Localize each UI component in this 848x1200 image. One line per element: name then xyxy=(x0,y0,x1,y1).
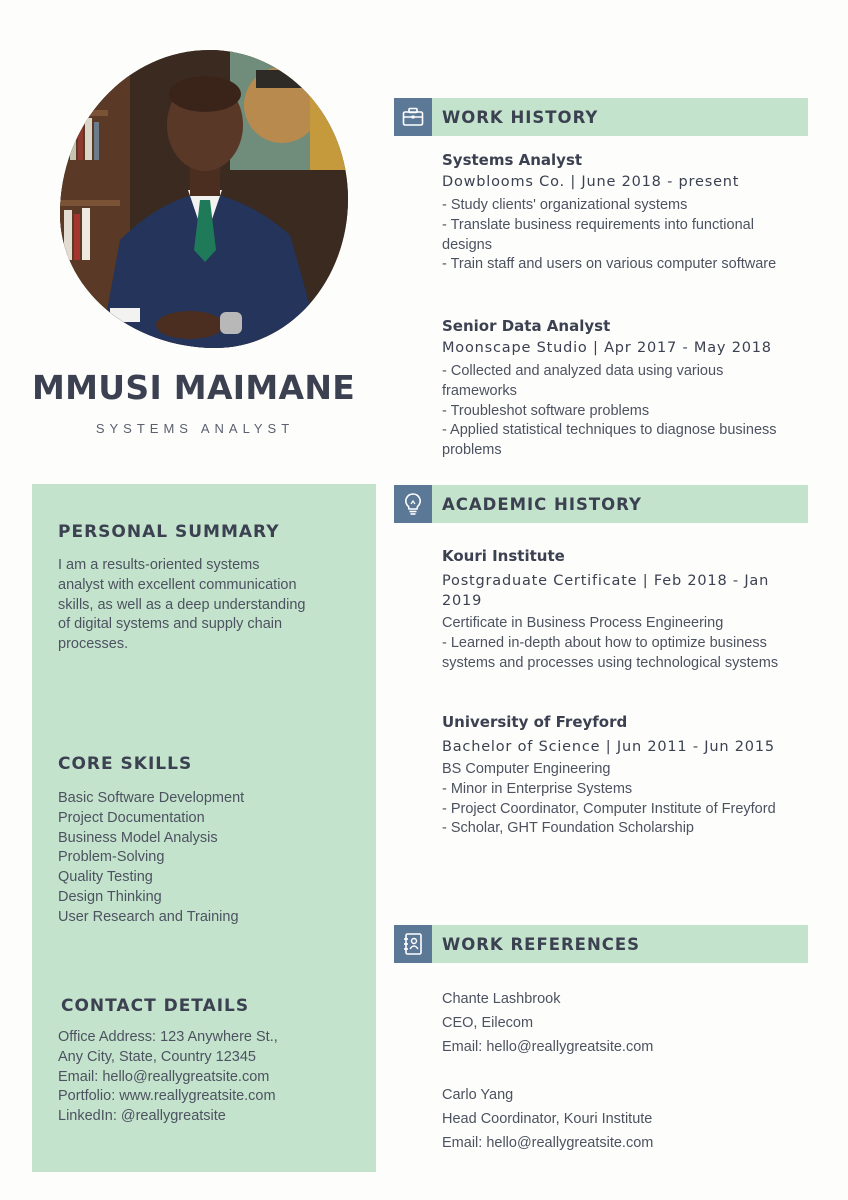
academic-details xyxy=(442,760,798,839)
job-title: Senior Data Analyst xyxy=(442,317,611,335)
academic-detail: - Minor in Enterprise Systems xyxy=(442,780,633,797)
core-skills-heading: CORE SKILLS xyxy=(58,754,193,774)
reference-position: CEO, Eilecom xyxy=(442,1015,534,1031)
candidate-name: MMUSI MAIMANE xyxy=(32,368,356,407)
core-skills-list xyxy=(58,789,348,928)
job-company-dates: Dowblooms Co. | June 2018 - present xyxy=(442,174,740,190)
job-bullet: - Applied statistical techniques to diagnose business problems xyxy=(442,422,777,459)
contact-portfolio[interactable]: Portfolio: www.reallygreatsite.com xyxy=(58,1088,276,1105)
reference-email[interactable]: Email: hello@reallygreatsite.com xyxy=(442,1135,654,1151)
reference-name: Chante Lashbrook xyxy=(442,991,561,1007)
contact-email[interactable]: Email: hello@reallygreatsite.com xyxy=(58,1068,270,1085)
reference-entry xyxy=(442,1083,798,1155)
profile-photo xyxy=(60,50,348,348)
school-name: Kouri Institute xyxy=(442,547,565,565)
skill-item: Business Model Analysis xyxy=(58,829,218,846)
job-bullets xyxy=(442,196,798,275)
candidate-role: SYSTEMS ANALYST xyxy=(95,421,295,436)
notebook-icon xyxy=(394,925,432,963)
skill-item: Basic Software Development xyxy=(58,790,245,806)
skill-item: Design Thinking xyxy=(58,888,162,905)
job-entry xyxy=(442,151,798,275)
degree-dates: Bachelor of Science | Jun 2011 - Jun 2015 xyxy=(442,739,775,755)
skill-item: User Research and Training xyxy=(58,908,239,925)
academic-history-heading: ACADEMIC HISTORY xyxy=(442,495,642,514)
personal-summary-heading: PERSONAL SUMMARY xyxy=(58,522,280,542)
academic-entry xyxy=(442,547,798,673)
job-company-dates: Moonscape Studio | Apr 2017 - May 2018 xyxy=(442,340,772,356)
skill-item: Quality Testing xyxy=(58,869,153,886)
academic-history-header xyxy=(394,485,808,523)
academic-details xyxy=(442,614,798,673)
contact-address-line-2: Any City, State, Country 12345 xyxy=(58,1048,257,1065)
academic-detail: - Project Coordinator, Computer Institute of Freyford xyxy=(442,800,776,817)
job-entry xyxy=(442,317,798,461)
work-history-heading: WORK HISTORY xyxy=(442,108,599,127)
reference-name: Carlo Yang xyxy=(442,1087,514,1103)
job-bullet: - Study clients' organizational systems xyxy=(442,197,688,213)
academic-detail: - Learned in-depth about how to optimize business systems and processes using technological systems xyxy=(442,634,779,671)
academic-entry xyxy=(442,713,798,839)
skill-item: Project Documentation xyxy=(58,809,205,826)
academic-detail: Certificate in Business Process Engineering xyxy=(442,615,724,631)
reference-position: Head Coordinator, Kouri Institute xyxy=(442,1111,653,1127)
personal-summary-text: I am a results-oriented systems analyst with excellent communication skills, as well as a deep understanding of digital systems and supply chain processes. xyxy=(58,557,306,653)
job-bullet: - Collected and analyzed data using various frameworks xyxy=(442,363,724,399)
contact-linkedin[interactable]: LinkedIn: @reallygreatsite xyxy=(58,1108,226,1125)
academic-detail: - Scholar, GHT Foundation Scholarship xyxy=(442,820,695,837)
academic-detail: BS Computer Engineering xyxy=(442,761,611,777)
contact-address-line-1: Office Address: 123 Anywhere St., xyxy=(58,1029,278,1045)
job-bullet: - Translate business requirements into functional designs xyxy=(442,216,754,253)
school-name: University of Freyford xyxy=(442,713,628,731)
job-bullets xyxy=(442,362,798,461)
job-bullet: - Troubleshot software problems xyxy=(442,402,650,419)
skill-item: Problem-Solving xyxy=(58,849,165,866)
degree-dates: Postgraduate Certificate | Feb 2018 - Jan 2019 xyxy=(442,573,770,609)
contact-details xyxy=(58,1028,358,1127)
work-references-header xyxy=(394,925,808,963)
job-bullet: - Train staff and users on various computer software xyxy=(442,256,777,273)
work-references-heading: WORK REFERENCES xyxy=(442,935,641,954)
lightbulb-icon xyxy=(394,485,432,523)
contact-details-heading: CONTACT DETAILS xyxy=(61,996,250,1016)
work-history-header xyxy=(394,98,808,136)
reference-entry xyxy=(442,987,798,1059)
briefcase-icon xyxy=(394,98,432,136)
reference-email[interactable]: Email: hello@reallygreatsite.com xyxy=(442,1039,654,1055)
job-title: Systems Analyst xyxy=(442,151,583,169)
